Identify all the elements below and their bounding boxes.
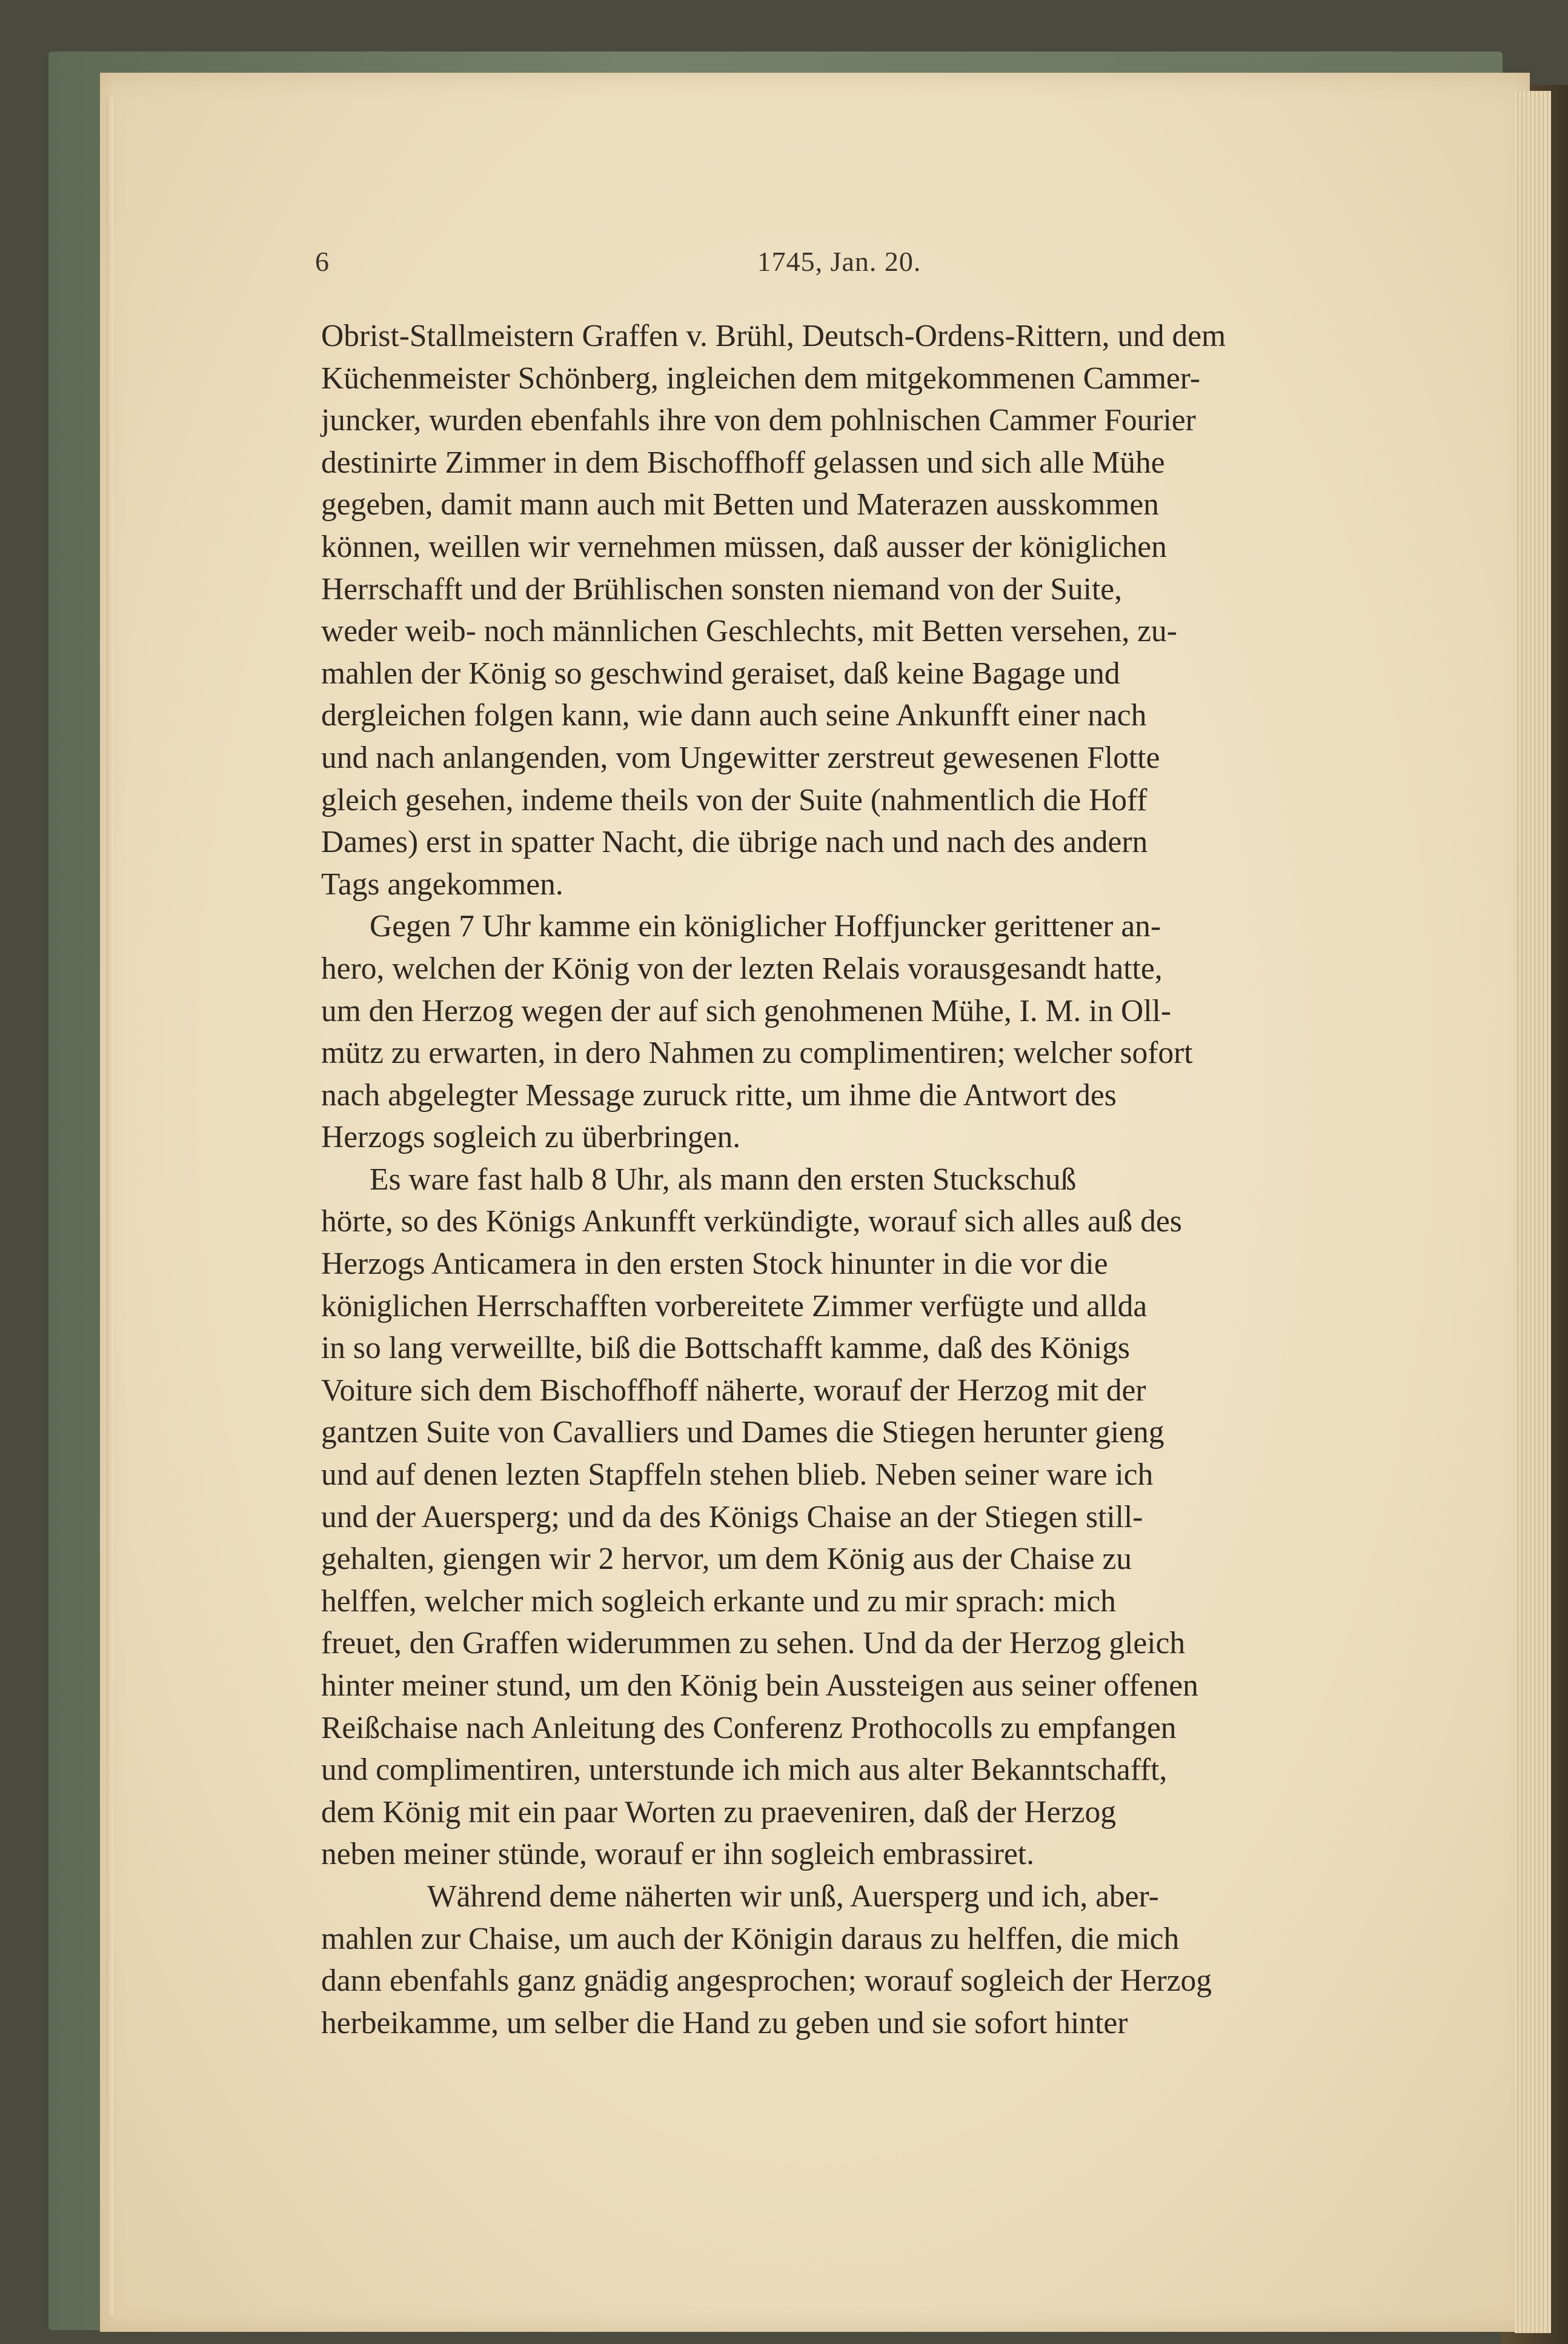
text-line: dergleichen folgen kann, wie dann auch seine Ankunfft einer nach <box>321 698 1147 733</box>
text-line: um den Herzog wegen der auf sich genohmenen Mühe, I. M. in Oll- <box>321 993 1171 1028</box>
page-number: 6 <box>315 246 329 277</box>
text-line: hinter meiner stund, um den König bein Aussteigen aus seiner offenen <box>321 1668 1198 1703</box>
paragraph <box>321 315 1360 905</box>
text-line: destinirte Zimmer in dem Bischoffhoff gelassen und sich alle Mühe <box>321 445 1165 480</box>
text-line: freuet, den Graffen widerummen zu sehen. Und da der Herzog gleich <box>321 1626 1186 1661</box>
text-line: gantzen Suite von Cavalliers und Dames die Stiegen herunter gieng <box>321 1415 1164 1450</box>
text-line: nach abgelegter Message zuruck ritte, um ihme die Antwort des <box>321 1077 1117 1113</box>
text-line: in so lang verweillte, biß die Bottschafft kamme, daß des Königs <box>321 1331 1130 1366</box>
text-line: hörte, so des Königs Ankunfft verkündigte, worauf sich alles auß des <box>321 1204 1182 1239</box>
text-line: mahlen zur Chaise, um auch der Königin daraus zu helffen, die mich <box>321 1921 1180 1956</box>
text-line: Reißchaise nach Anleitung des Conferenz Prothocolls zu empfangen <box>321 1710 1177 1745</box>
paragraph <box>321 1876 1360 2044</box>
text-line: und nach anlangenden, vom Ungewitter zerstreut gewesenen Flotte <box>321 740 1160 775</box>
text-line: Gegen 7 Uhr kamme ein königlicher Hoffjuncker gerittener an- <box>370 909 1161 944</box>
text-line: Obrist-Stallmeistern Graffen v. Brühl, Deutsch-Ordens-Rittern, und dem <box>321 319 1226 353</box>
text-line: Voiture sich dem Bischoffhoff näherte, worauf der Herzog mit der <box>321 1373 1146 1408</box>
paragraph <box>321 905 1360 1159</box>
text-line: gehalten, giengen wir 2 hervor, um dem König aus der Chaise zu <box>321 1542 1132 1577</box>
text-line: Es ware fast halb 8 Uhr, als mann den ersten Stuckschuß <box>370 1162 1077 1197</box>
text-line: juncker, wurden ebenfahls ihre von dem pohlnischen Cammer Fourier <box>321 403 1196 438</box>
text-line: königlichen Herrschafften vorbereitete Zimmer verfügte und allda <box>321 1288 1148 1323</box>
page-gutter <box>106 97 113 2315</box>
text-line: Küchenmeister Schönberg, ingleichen dem mitgekommenen Cammer- <box>321 361 1201 396</box>
text-line: weder weib- noch männlichen Geschlechts, mit Betten versehen, zu- <box>321 614 1177 649</box>
page-header <box>315 245 1363 288</box>
text-line: können, weillen wir vernehmen müssen, daß ausser der königlichen <box>321 529 1167 564</box>
page-fore-edge <box>1515 91 1551 2333</box>
text-line: neben meiner stünde, worauf er ihn sogleich embrassiret. <box>321 1837 1034 1872</box>
text-line: dann ebenfahls ganz gnädig angesprochen; worauf sogleich der Herzog <box>321 1963 1212 1999</box>
text-line: Herzogs Anticamera in den ersten Stock hinunter in die vor die <box>321 1247 1108 1282</box>
text-line: Tags angekommen. <box>321 867 563 902</box>
paragraph <box>321 1159 1360 1876</box>
running-title: 1745, Jan. 20. <box>757 246 922 277</box>
text-line: Herrschafft und der Brühlischen sonsten niemand von der Suite, <box>321 571 1123 607</box>
text-line: und complimentiren, unterstunde ich mich aus alter Bekanntschafft, <box>321 1753 1168 1788</box>
text-line: und der Auersperg; und da des Königs Chaise an der Stiegen still- <box>321 1499 1143 1534</box>
text-line: mahlen der König so geschwind geraiset, daß keine Bagage und <box>321 656 1120 691</box>
text-line: mütz zu erwarten, in dero Nahmen zu complimentiren; welcher sofort <box>321 1036 1193 1071</box>
text-line: hero, welchen der König von der lezten Relais vorausgesandt hatte, <box>321 951 1163 986</box>
body-text <box>321 315 1360 2044</box>
text-line: Herzogs sogleich zu überbringen. <box>321 1120 741 1155</box>
text-line: dem König mit ein paar Worten zu praeveniren, daß der Herzog <box>321 1794 1116 1830</box>
text-line: und auf denen lezten Stapffeln stehen blieb. Neben seiner ware ich <box>321 1457 1154 1493</box>
text-line: Dames) erst in spatter Nacht, die übrige nach und nach des andern <box>321 825 1148 860</box>
text-line: Während deme näherten wir unß, Auersperg und ich, aber- <box>427 1879 1159 1914</box>
text-line: helffen, welcher mich sogleich erkante und zu mir sprach: mich <box>321 1583 1116 1619</box>
text-line: gegeben, damit mann auch mit Betten und Materazen ausskommen <box>321 487 1159 522</box>
text-line: gleich gesehen, indeme theils von der Suite (nahmentlich die Hoff <box>321 782 1148 817</box>
text-line: herbeikamme, um selber die Hand zu geben und sie sofort hinter <box>321 2005 1128 2040</box>
